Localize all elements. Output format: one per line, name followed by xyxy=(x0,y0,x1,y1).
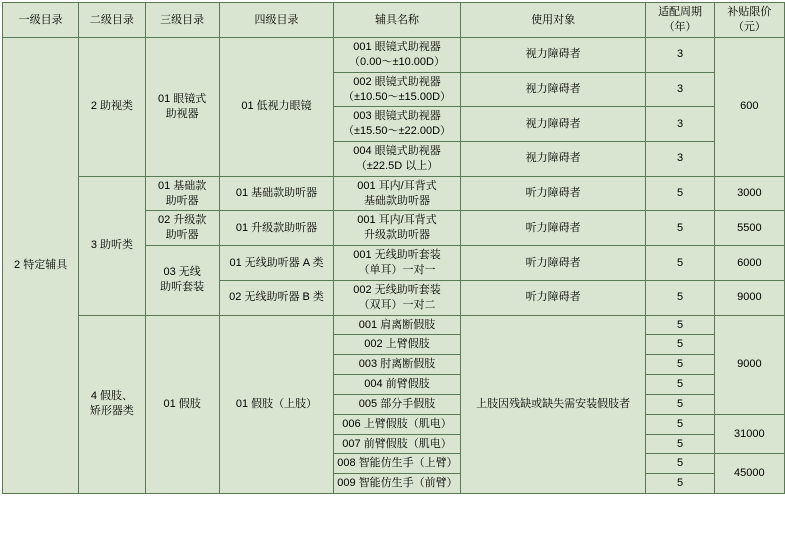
header-level4: 四级目录 xyxy=(219,3,333,38)
cell-device-name: 001 肩离断假肢 xyxy=(334,315,460,335)
cell-device-name: 001 无线助听套装 （单耳）一对一 xyxy=(334,246,460,281)
cell-level2-hearing: 3 助听类 xyxy=(79,176,145,315)
cell-device-name: 001 眼镜式助视器 （0.00～±10.00D） xyxy=(334,38,460,73)
table-row xyxy=(3,315,785,335)
cell-device-name: 004 前臂假肢 xyxy=(334,375,460,395)
cell-level3-basic-hearing: 01 基础款 助听器 xyxy=(145,176,219,211)
cell-price: 6000 xyxy=(714,246,784,281)
cell-target-user: 视力障碍者 xyxy=(460,38,646,73)
cell-level4: 01 无线助听器 A 类 xyxy=(219,246,333,281)
cell-cycle: 3 xyxy=(646,107,714,142)
cell-cycle: 5 xyxy=(646,414,714,434)
cell-device-name: 001 耳内/耳背式 升级款助听器 xyxy=(334,211,460,246)
cell-target-user: 视力障碍者 xyxy=(460,72,646,107)
cell-price: 600 xyxy=(714,38,784,177)
header-level2: 二级目录 xyxy=(79,3,145,38)
cell-price: 5500 xyxy=(714,211,784,246)
cell-level4-lowvision: 01 低视力眼镜 xyxy=(219,38,333,177)
table-row xyxy=(3,38,785,73)
cell-device-name: 004 眼镜式助视器 （±22.5D 以上） xyxy=(334,142,460,177)
cell-cycle: 5 xyxy=(646,335,714,355)
table-row xyxy=(3,176,785,211)
cell-cycle: 5 xyxy=(646,454,714,474)
cell-device-name: 003 眼镜式助视器 （±15.50～±22.00D） xyxy=(334,107,460,142)
cell-device-name: 008 智能仿生手（上臂） xyxy=(334,454,460,474)
cell-cycle: 5 xyxy=(646,176,714,211)
cell-cycle: 5 xyxy=(646,315,714,335)
cell-level3-wireless-hearing: 03 无线 助听套装 xyxy=(145,246,219,315)
cell-cycle: 5 xyxy=(646,280,714,315)
cell-cycle: 5 xyxy=(646,474,714,494)
cell-target-user: 听力障碍者 xyxy=(460,211,646,246)
cell-cycle: 5 xyxy=(646,394,714,414)
cell-level1: 2 特定辅具 xyxy=(3,38,79,494)
cell-level2-prosthesis: 4 假肢、 矫形器类 xyxy=(79,315,145,494)
table-header xyxy=(3,3,785,38)
assistive-device-subsidy-table xyxy=(2,2,785,494)
cell-device-name: 006 上臂假肢（肌电） xyxy=(334,414,460,434)
cell-level3-prosthesis: 01 假肢 xyxy=(145,315,219,494)
header-row xyxy=(3,3,785,38)
cell-level3-upgraded-hearing: 02 升级款 助听器 xyxy=(145,211,219,246)
cell-cycle: 3 xyxy=(646,38,714,73)
cell-device-name: 005 部分手假肢 xyxy=(334,394,460,414)
cell-level4: 01 基础款助听器 xyxy=(219,176,333,211)
cell-cycle: 5 xyxy=(646,211,714,246)
header-level1: 一级目录 xyxy=(3,3,79,38)
header-device-name: 辅具名称 xyxy=(334,3,460,38)
cell-device-name: 001 耳内/耳背式 基础款助听器 xyxy=(334,176,460,211)
cell-target-user: 视力障碍者 xyxy=(460,142,646,177)
cell-device-name: 002 眼镜式助视器 （±10.50～±15.00D） xyxy=(334,72,460,107)
cell-device-name: 007 前臂假肢（肌电） xyxy=(334,434,460,454)
cell-target-user: 视力障碍者 xyxy=(460,107,646,142)
table-body xyxy=(3,38,785,494)
cell-device-name: 002 无线助听套装 （双耳）一对二 xyxy=(334,280,460,315)
cell-device-name: 009 智能仿生手（前臂） xyxy=(334,474,460,494)
cell-target-user: 听力障碍者 xyxy=(460,176,646,211)
cell-level4-upper-limb: 01 假肢（上肢） xyxy=(219,315,333,494)
cell-price: 9000 xyxy=(714,280,784,315)
cell-target-user: 上肢因残缺或缺失需安装假肢者 xyxy=(460,315,646,494)
header-subsidy-price: 补贴限价 （元） xyxy=(714,3,784,38)
cell-price: 3000 xyxy=(714,176,784,211)
cell-cycle: 5 xyxy=(646,434,714,454)
header-level3: 三级目录 xyxy=(145,3,219,38)
cell-device-name: 003 肘离断假肢 xyxy=(334,355,460,375)
cell-level4: 02 无线助听器 B 类 xyxy=(219,280,333,315)
cell-level4: 01 升级款助听器 xyxy=(219,211,333,246)
cell-cycle: 3 xyxy=(646,142,714,177)
cell-level3-glasses: 01 眼镜式 助视器 xyxy=(145,38,219,177)
cell-target-user: 听力障碍者 xyxy=(460,280,646,315)
header-fitting-cycle: 适配周期 （年） xyxy=(646,3,714,38)
cell-device-name: 002 上臂假肢 xyxy=(334,335,460,355)
header-target-user: 使用对象 xyxy=(460,3,646,38)
cell-level2-vision: 2 助视类 xyxy=(79,38,145,177)
cell-cycle: 5 xyxy=(646,375,714,395)
cell-cycle: 5 xyxy=(646,246,714,281)
cell-target-user: 听力障碍者 xyxy=(460,246,646,281)
cell-price: 45000 xyxy=(714,454,784,494)
cell-price: 9000 xyxy=(714,315,784,414)
cell-price: 31000 xyxy=(714,414,784,454)
cell-cycle: 5 xyxy=(646,355,714,375)
cell-cycle: 3 xyxy=(646,72,714,107)
